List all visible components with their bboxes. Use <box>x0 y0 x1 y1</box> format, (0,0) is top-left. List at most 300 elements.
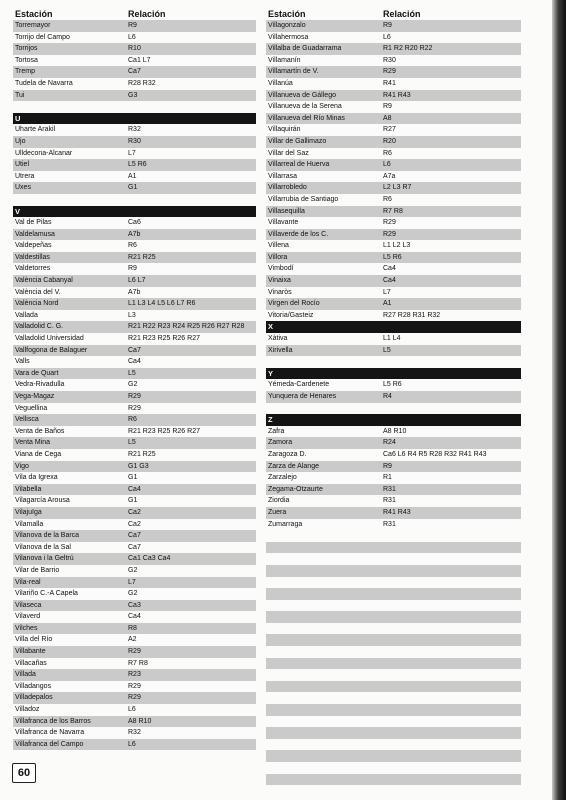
relation-codes: L6 <box>128 33 136 41</box>
table-row <box>13 333 256 345</box>
right-column <box>266 8 521 797</box>
station-name: València Nord <box>15 300 59 308</box>
table-row <box>266 716 521 728</box>
table-row <box>266 426 521 438</box>
station-name: Vara de Quart <box>15 369 59 377</box>
table-row <box>13 611 256 623</box>
table-row <box>13 55 256 67</box>
station-name: Vinaixa <box>268 277 291 285</box>
station-name: Zafra <box>268 427 285 435</box>
table-row <box>13 484 256 496</box>
station-name: Villadoz <box>15 706 40 714</box>
table-row <box>266 577 521 589</box>
relation-codes: L7 <box>128 149 136 157</box>
table-row <box>266 287 521 299</box>
table-row <box>266 669 521 681</box>
table-row <box>266 519 521 531</box>
table-row <box>266 391 521 403</box>
table-row <box>266 90 521 102</box>
table-row <box>266 565 521 577</box>
table-row <box>266 310 521 322</box>
station-name: Vega-Magaz <box>15 393 55 400</box>
table-row <box>13 182 256 194</box>
station-name: Valdetorres <box>15 265 51 273</box>
relation-codes: R9 <box>383 462 392 470</box>
table-row <box>266 530 521 542</box>
table-row <box>266 472 521 484</box>
relation-codes: G2 <box>128 590 138 598</box>
table-row <box>13 553 256 565</box>
relation-codes: R29 <box>383 219 396 227</box>
station-name: Tui <box>15 91 25 99</box>
relation-codes: R21 R25 <box>128 450 156 458</box>
station-name: Villanueva del Río Minas <box>268 114 345 122</box>
section-letter-label: X <box>268 322 274 332</box>
relation-codes: Ca2 <box>128 508 141 516</box>
table-row <box>266 600 521 612</box>
table-row <box>266 461 521 473</box>
relation-codes: R9 <box>383 103 392 111</box>
station-name: Vellisca <box>15 416 39 424</box>
table-row <box>13 658 256 670</box>
table-row <box>13 495 256 507</box>
relation-codes: R30 <box>383 56 396 64</box>
relation-codes: G1 <box>128 474 138 482</box>
table-row <box>13 634 256 646</box>
relation-codes: R8 <box>128 624 137 632</box>
station-name: Valladolid Universidad <box>15 335 84 343</box>
station-name: Villada <box>15 671 36 679</box>
station-header: Estación <box>15 9 53 19</box>
table-row <box>13 368 256 380</box>
station-name: Val de Pilas <box>15 219 52 227</box>
relation-codes: A7b <box>128 288 141 296</box>
table-row <box>266 739 521 751</box>
relation-codes: Ca4 <box>128 613 141 621</box>
table-row <box>266 136 521 148</box>
station-name: Villamanín <box>268 56 301 64</box>
relation-codes: A1 <box>383 300 392 308</box>
station-name: Villena <box>268 242 289 250</box>
relation-codes: L1 L4 <box>383 335 401 343</box>
station-name: Villadepalos <box>15 694 53 702</box>
relation-header: Relación <box>383 9 421 19</box>
table-row <box>13 461 256 473</box>
relation-codes: R41 <box>383 79 396 87</box>
station-name: Vilagarcía Arousa <box>15 497 70 505</box>
relation-codes: A8 <box>383 114 392 122</box>
relation-codes: L1 L2 L3 <box>383 242 411 250</box>
station-name: Villavante <box>268 219 299 227</box>
relation-codes: A2 <box>128 636 137 644</box>
table-row <box>13 437 256 449</box>
station-name: Valdelamusa <box>15 230 55 238</box>
station-name: Yémeda-Cardenete <box>268 381 330 389</box>
relation-codes: Ca4 <box>383 265 396 273</box>
station-name: Villora <box>268 253 288 261</box>
table-row <box>266 333 521 345</box>
station-name: Villafranca de Navarra <box>15 729 85 737</box>
relation-codes: A7a <box>383 172 396 180</box>
station-name: Zamora <box>268 439 293 447</box>
station-name: Villasequilla <box>268 207 305 215</box>
table-row <box>13 542 256 554</box>
relation-codes: L5 <box>383 346 391 354</box>
station-name: Valdestillas <box>15 253 50 261</box>
table-row <box>266 194 521 206</box>
station-name: Torremayor <box>15 22 51 29</box>
table-row <box>266 171 521 183</box>
table-row <box>266 553 521 565</box>
station-name: Villanúa <box>268 79 293 87</box>
table-row <box>266 704 521 716</box>
relation-codes: R30 <box>128 137 141 145</box>
relation-codes: R6 <box>383 149 392 157</box>
table-row <box>13 681 256 693</box>
relation-codes: A8 R10 <box>128 717 152 725</box>
table-row <box>13 530 256 542</box>
station-name: Yunquera de Henares <box>268 393 337 400</box>
relation-codes: R41 R43 <box>383 91 411 99</box>
station-name: Xàtiva <box>268 335 288 343</box>
table-row <box>13 171 256 183</box>
relation-codes: G1 G3 <box>128 462 149 470</box>
relation-codes: L5 R6 <box>383 381 402 389</box>
table-row <box>266 484 521 496</box>
station-name: Valdepeñas <box>15 242 52 250</box>
table-row <box>13 356 256 368</box>
table-row <box>266 275 521 287</box>
relation-codes: A8 R10 <box>383 427 407 435</box>
relation-codes: Ca4 <box>128 358 141 366</box>
relation-codes: Ca7 <box>128 543 141 551</box>
table-row <box>13 739 256 751</box>
station-name: Vitoria/Gasteiz <box>268 311 314 319</box>
station-name: Zegama-Otzaurte <box>268 485 323 493</box>
table-row <box>266 449 521 461</box>
relation-codes: R9 <box>383 22 392 29</box>
relation-codes: Ca3 <box>128 601 141 609</box>
table-row <box>266 182 521 194</box>
table-row <box>13 727 256 739</box>
station-name: Villar del Saz <box>268 149 309 157</box>
station-name: Villanueva de Gállego <box>268 91 336 99</box>
table-row <box>13 379 256 391</box>
relation-codes: L6 <box>383 33 391 41</box>
station-name: Zaragoza D. <box>268 450 307 458</box>
station-name: Tudela de Navarra <box>15 79 73 87</box>
section-letter <box>266 321 521 333</box>
table-row <box>266 774 521 786</box>
station-name: Vimbodí <box>268 265 294 273</box>
relation-codes: Ca7 <box>128 532 141 540</box>
relation-codes: L6 <box>128 740 136 748</box>
station-name: Zuera <box>268 508 287 516</box>
table-row <box>13 310 256 322</box>
relation-codes: R6 <box>128 242 137 250</box>
table-row <box>13 565 256 577</box>
station-name: Venta de Baños <box>15 427 65 435</box>
relation-codes: L1 L3 L4 L5 L6 L7 R6 <box>128 300 196 308</box>
station-name: Xirivella <box>268 346 293 354</box>
table-row <box>266 658 521 670</box>
relation-codes: R20 <box>383 137 396 145</box>
station-name: Uharte Arakil <box>15 126 56 134</box>
station-name: Venta Mina <box>15 439 51 447</box>
relation-codes: R29 <box>128 404 141 412</box>
table-row <box>266 611 521 623</box>
relation-codes: Ca1 Ca3 Ca4 <box>128 555 171 563</box>
table-row <box>266 206 521 218</box>
table-row <box>266 298 521 310</box>
table-row <box>13 148 256 160</box>
station-name: València Cabanyal <box>15 277 73 285</box>
relation-codes: R29 <box>128 682 141 690</box>
station-name: Uxes <box>15 184 31 192</box>
station-name: Villahermosa <box>268 33 309 41</box>
station-name: Villaverde de los C. <box>268 230 329 238</box>
table-row <box>266 66 521 78</box>
table-row <box>13 66 256 78</box>
table-row <box>13 20 256 32</box>
station-name: Villalba de Guadarrama <box>268 45 342 53</box>
station-name: Vilariño C.-A Capela <box>15 590 78 598</box>
station-name: Vilaverd <box>15 613 41 621</box>
table-row <box>13 623 256 635</box>
station-name: Vilanova de la Barca <box>15 532 80 540</box>
station-name: Vigo <box>15 462 29 470</box>
table-row <box>266 148 521 160</box>
station-name: Zumarraga <box>268 520 303 528</box>
station-name: Villacañas <box>15 659 47 667</box>
left-column <box>13 8 256 750</box>
station-header: Estación <box>268 9 306 19</box>
relation-codes: R31 <box>383 485 396 493</box>
relation-codes: R28 R32 <box>128 79 156 87</box>
station-name: Vila-real <box>15 578 41 586</box>
station-name: Villadangos <box>15 682 52 690</box>
relation-codes: R29 <box>383 68 396 76</box>
table-row <box>13 252 256 264</box>
table-row <box>266 78 521 90</box>
station-name: Tremp <box>15 68 35 76</box>
table-row <box>13 577 256 589</box>
table-row <box>266 495 521 507</box>
station-name: Vilches <box>15 624 38 632</box>
relation-codes: G1 <box>128 184 138 192</box>
station-name: Virgen del Rocío <box>268 300 320 308</box>
page-binding-edge <box>552 0 566 800</box>
table-row <box>13 403 256 415</box>
left-column-header <box>13 8 256 20</box>
relation-codes: A1 <box>128 172 137 180</box>
relation-codes: G3 <box>128 91 138 99</box>
relation-codes: A7b <box>128 230 141 238</box>
right-rows <box>266 20 521 797</box>
station-name: Vilar de Barrio <box>15 566 60 574</box>
station-name: Vilanova i la Geltrú <box>15 555 74 563</box>
relation-codes: Ca4 <box>128 485 141 493</box>
table-row <box>266 727 521 739</box>
section-spacer <box>266 403 521 415</box>
table-row <box>266 681 521 693</box>
section-letter <box>266 414 521 426</box>
relation-codes: L5 R6 <box>128 161 147 169</box>
relation-codes: R24 <box>383 439 396 447</box>
relation-codes: R7 R8 <box>383 207 403 215</box>
relation-codes: R6 <box>383 195 392 203</box>
table-row <box>266 345 521 357</box>
table-row <box>266 240 521 252</box>
relation-codes: R7 R8 <box>128 659 148 667</box>
table-row <box>13 263 256 275</box>
section-letter <box>13 206 256 218</box>
table-row <box>266 32 521 44</box>
relation-codes: L6 <box>383 161 391 169</box>
station-name: Vedra-Rivadulla <box>15 381 65 389</box>
section-letter <box>13 113 256 125</box>
relation-codes: R10 <box>128 45 141 53</box>
station-name: Torrijos <box>15 45 38 53</box>
station-name: Villarreal de Huerva <box>268 161 330 169</box>
section-spacer <box>13 101 256 113</box>
table-row <box>13 472 256 484</box>
relation-codes: L7 <box>128 578 136 586</box>
relation-codes: R31 <box>383 497 396 505</box>
section-spacer <box>266 356 521 368</box>
station-name: Villabante <box>15 648 46 656</box>
station-name: Zarza de Alange <box>268 462 319 470</box>
relation-codes: R31 <box>383 520 396 528</box>
table-row <box>266 263 521 275</box>
table-row <box>266 750 521 762</box>
station-name: Villafranca del Campo <box>15 740 84 748</box>
table-row <box>13 716 256 728</box>
relation-codes: R29 <box>128 393 141 400</box>
table-row <box>13 426 256 438</box>
relation-codes: G1 <box>128 497 138 505</box>
table-row <box>13 588 256 600</box>
section-spacer <box>13 194 256 206</box>
station-name: Vilabella <box>15 485 42 493</box>
table-row <box>13 159 256 171</box>
table-row <box>13 240 256 252</box>
table-row <box>13 217 256 229</box>
station-name: Vinaròs <box>268 288 292 296</box>
table-row <box>13 321 256 333</box>
station-name: Vallada <box>15 311 38 319</box>
table-row <box>266 252 521 264</box>
table-row <box>266 634 521 646</box>
table-row <box>266 55 521 67</box>
table-row <box>13 646 256 658</box>
relation-codes: R29 <box>383 230 396 238</box>
relation-codes: R32 <box>128 126 141 134</box>
section-letter-label: Y <box>268 368 274 378</box>
table-row <box>266 379 521 391</box>
relation-codes: L7 <box>383 288 391 296</box>
station-name: Villarrasa <box>268 172 298 180</box>
relation-codes: R23 <box>128 671 141 679</box>
relation-header: Relación <box>128 9 166 19</box>
relation-codes: Ca7 <box>128 68 141 76</box>
station-name: Villar de Gallimazo <box>268 137 327 145</box>
table-row <box>13 78 256 90</box>
station-name: Ujo <box>15 137 26 145</box>
table-row <box>266 507 521 519</box>
table-row <box>13 600 256 612</box>
relation-codes: G2 <box>128 566 138 574</box>
table-row <box>266 101 521 113</box>
relation-codes: R32 <box>128 729 141 737</box>
right-column-header <box>266 8 521 20</box>
table-row <box>266 217 521 229</box>
relation-codes: R27 R28 R31 R32 <box>383 311 441 319</box>
table-row <box>13 298 256 310</box>
relation-codes: L6 L7 <box>128 277 146 285</box>
table-row <box>266 762 521 774</box>
table-row <box>266 542 521 554</box>
table-row <box>266 437 521 449</box>
relation-codes: L6 <box>128 706 136 714</box>
station-name: Viana de Cega <box>15 450 62 458</box>
table-row <box>266 159 521 171</box>
table-row <box>266 588 521 600</box>
page-number: 60 <box>12 763 36 783</box>
relation-codes: L5 <box>128 369 136 377</box>
table-row <box>13 275 256 287</box>
station-name: Ulldecona-Alcanar <box>15 149 73 157</box>
station-name: Vilamalla <box>15 520 44 528</box>
station-name: Villaquirán <box>268 126 301 134</box>
table-row <box>13 669 256 681</box>
table-row <box>13 449 256 461</box>
section-letter-label: V <box>15 206 21 216</box>
table-row <box>266 785 521 797</box>
relation-codes: Ca7 <box>128 346 141 354</box>
station-name: Torrijo del Campo <box>15 33 70 41</box>
table-row <box>13 136 256 148</box>
station-name: Villafranca de los Barros <box>15 717 91 725</box>
relation-codes: Ca6 <box>128 219 141 227</box>
left-rows <box>13 20 256 750</box>
station-name: Villarrobledo <box>268 184 307 192</box>
relation-codes: R21 R23 R25 R26 R27 <box>128 427 200 435</box>
table-row <box>13 43 256 55</box>
station-name: Utrera <box>15 172 35 180</box>
relation-codes: R1 <box>383 474 392 482</box>
table-row <box>266 124 521 136</box>
table-row <box>13 414 256 426</box>
relation-codes: L5 <box>128 439 136 447</box>
table-row <box>266 113 521 125</box>
table-row <box>266 43 521 55</box>
table-row <box>13 519 256 531</box>
table-row <box>13 345 256 357</box>
station-name: Villanueva de la Serena <box>268 103 342 111</box>
station-name: Veguellina <box>15 404 48 412</box>
station-name: Vilanova de la Sal <box>15 543 71 551</box>
table-row <box>13 287 256 299</box>
relation-codes: R21 R25 <box>128 253 156 261</box>
station-name: Valls <box>15 358 30 366</box>
station-name: Valladolid C. G. <box>15 323 64 331</box>
section-letter <box>266 368 521 380</box>
station-name: Tortosa <box>15 56 38 64</box>
table-row <box>13 90 256 102</box>
table-row <box>13 391 256 403</box>
station-name: Vila da Igrexa <box>15 474 58 482</box>
